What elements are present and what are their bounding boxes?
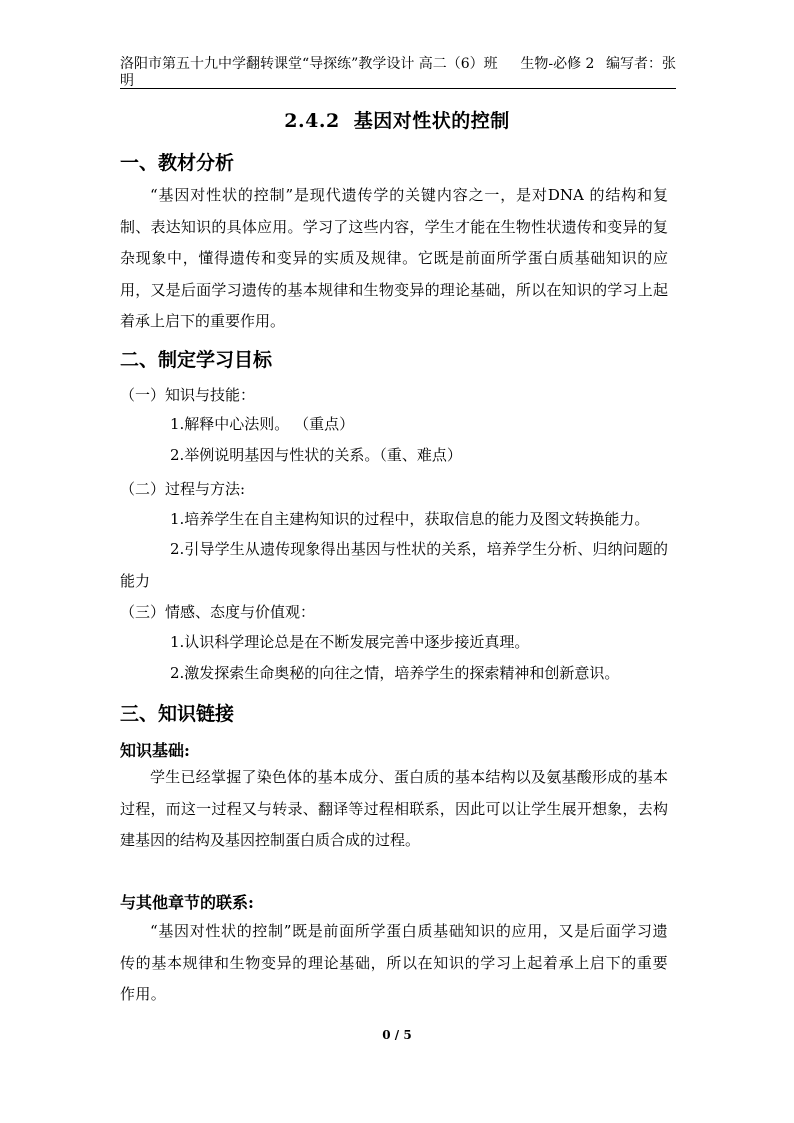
knowledge-basics-heading: 知识基础: [120, 741, 190, 760]
objective-item: 1.培养学生在自主建构知识的过程中，获取信息的能力及图文转换能力。 [170, 510, 650, 528]
objective-item-wrapped: 2.引导学生从遗传现象得出基因与性状的关系，培养学生分析、归纳问题的能力 [120, 540, 668, 590]
section-heading-objectives: 二、制定学习目标 [120, 349, 273, 371]
header-divider [120, 88, 676, 89]
page-title [0, 106, 794, 133]
title-text: 基因对性状的控制 [353, 110, 510, 132]
objective-group-knowledge-label: （一）知识与技能： [120, 386, 256, 404]
objective-item: 2.举例说明基因与性状的关系。（重、难点） [170, 446, 462, 464]
header-class: 高二（6）班 [418, 56, 498, 72]
header-subject: 生物-必修 2 [520, 56, 595, 72]
chapter-links-paragraph: “基因对性状的控制”既是前面所学蛋白质基础知识的应用，又是后面学习遗传的基本规律和生物变异的理论基础，所以在知识的学习上起着承上启下的重要作用。 [120, 922, 668, 1003]
objective-item: 2.激发探索生命奥秘的向往之情，培养学生的探索精神和创新意识。 [170, 664, 620, 682]
page-number: 0 / 5 [382, 1028, 412, 1042]
section-heading-knowledge-links: 三、知识链接 [120, 703, 235, 725]
analysis-paragraph: “基因对性状的控制”是现代遗传学的关键内容之一，是对DNA 的结构和复制、表达知识的具体应用。学习了这些内容，学生才能在生物性状遗传和变异的复杂现象中，懂得遗传和变异的实质及规律。它既是前面所学蛋白质基础知识的应用，又是后面学习遗传的基本规律和生物变异的理论基础，所以在知识的学习上起着承上启下的重要作用。 [120, 186, 668, 330]
objective-group-values-label: （三）情感、态度与价值观： [120, 603, 316, 621]
chapter-links-heading: 与其他章节的联系: [120, 893, 254, 912]
objective-item: 1.解释中心法则。 （重点） [170, 415, 355, 433]
page-header [120, 56, 676, 90]
knowledge-basics-paragraph: 学生已经掌握了染色体的基本成分、蛋白质的基本结构以及氨基酸形成的基本过程，而这一过程又与转录、翻译等过程相联系，因此可以让学生展开想象，去构建基因的结构及基因控制蛋白质合成的过程。 [120, 768, 668, 849]
objective-item: 1.认识科学理论总是在不断发展完善中逐步接近真理。 [170, 633, 530, 651]
header-school: 洛阳市第五十九中学翻转课堂“导探练”教学设计 [120, 56, 415, 72]
objective-group-process-label: （二）过程与方法: [120, 480, 246, 498]
section-heading-analysis: 一、教材分析 [120, 152, 235, 174]
title-number: 2.4.2 [284, 110, 340, 132]
header-author-overflow: 明 [120, 73, 134, 89]
header-author: 编写者：张 [605, 56, 676, 72]
